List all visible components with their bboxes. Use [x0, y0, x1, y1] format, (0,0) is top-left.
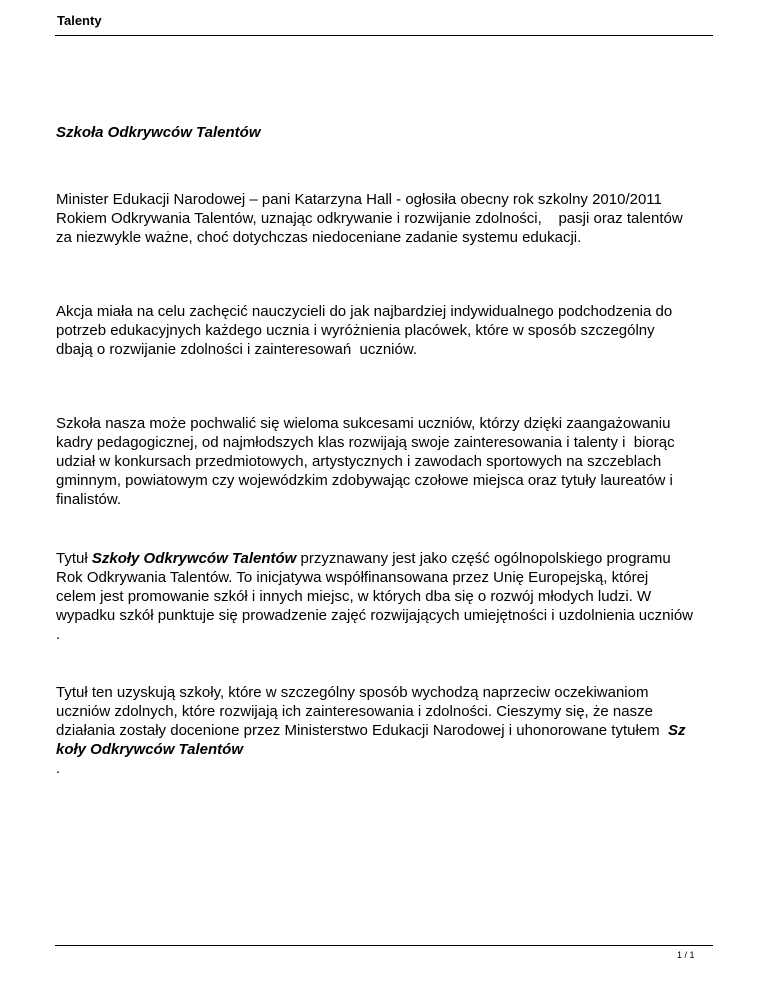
- paragraph-text: działania zostały docenione przez Ministerstwo Edukacji Narodowej i uhonorowane tytułem: [56, 722, 668, 739]
- emphasized-title: Sz: [667, 722, 686, 739]
- paragraph-3: [56, 414, 718, 509]
- paragraph-line: kadry pedagogicznej, od najmłodszych klas rozwijają swoje zainteresowania i talenty i biorąc: [56, 434, 675, 451]
- header-divider: [55, 35, 713, 36]
- paragraph-line: .: [56, 626, 61, 643]
- paragraph-line: Minister Edukacji Narodowej – pani Katarzyna Hall - ogłosiła obecny rok szkolny 2010/2011: [56, 191, 662, 208]
- paragraph-line: wypadku szkół punktuje się prowadzenie zajęć rozwijających umiejętności i uzdolnienia uczniów: [56, 607, 693, 624]
- document-title: Szkoła Odkrywców Talentów: [56, 124, 261, 141]
- paragraph-line: [56, 721, 718, 740]
- paragraph-5: [56, 683, 718, 778]
- paragraph-line: Rok Odkrywania Talentów. To inicjatywa współfinansowana przez Unię Europejską, której: [56, 569, 649, 586]
- paragraph-line: uczniów zdolnych, które rozwijają ich zainteresowania i zdolności. Cieszymy się, że nasze: [56, 703, 653, 720]
- paragraph-line: finalistów.: [56, 491, 122, 508]
- paragraph-text: przyznawany jest jako część ogólnopolskiego programu: [296, 550, 671, 567]
- paragraph-line: Szkoła nasza może pochwalić się wieloma sukcesami uczniów, którzy dzięki zaangażowaniu: [56, 415, 671, 432]
- paragraph-line: za niezwykle ważne, choć dotychczas niedoceniane zadanie systemu edukacji.: [56, 229, 582, 246]
- paragraph-line: dbają o rozwijanie zdolności i zainteresowań uczniów.: [56, 341, 418, 358]
- paragraph-line: .: [56, 760, 61, 777]
- page-number: 1 / 1: [677, 950, 695, 960]
- paragraph-line: potrzeb edukacyjnych każdego ucznia i wyróżnienia placówek, które w sposób szczególny: [56, 322, 655, 339]
- paragraph-4: [56, 549, 718, 644]
- paragraph-line: udział w konkursach przedmiotowych, artystycznych i zawodach sportowych na szczeblach: [56, 453, 662, 470]
- paragraph-line: Akcja miała na celu zachęcić nauczycieli do jak najbardziej indywidualnego podchodzenia do: [56, 303, 673, 320]
- footer-divider: [55, 945, 713, 946]
- paragraph-text: Tytuł: [56, 550, 92, 567]
- paragraph-2: [56, 302, 718, 359]
- paragraph-1: [56, 190, 718, 247]
- paragraph-line: celem jest promowanie szkół i innych miejsc, w których dba się o rozwój młodych ludzi. W: [56, 588, 652, 605]
- paragraph-line: Tytuł ten uzyskują szkoły, które w szczególny sposób wychodzą naprzeciw oczekiwaniom: [56, 684, 649, 701]
- paragraph-line: gminnym, powiatowym czy wojewódzkim zdobywając czołowe miejsca oraz tytuły laureatów i: [56, 472, 673, 489]
- emphasized-title: koły Odkrywców Talentów: [56, 741, 243, 758]
- header-title: Talenty: [57, 13, 102, 28]
- paragraph-line: [56, 549, 718, 568]
- emphasized-title: Szkoły Odkrywców Talentów: [91, 550, 297, 567]
- paragraph-line: Rokiem Odkrywania Talentów, uznając odkrywanie i rozwijanie zdolności, pasji oraz talentów: [56, 210, 683, 227]
